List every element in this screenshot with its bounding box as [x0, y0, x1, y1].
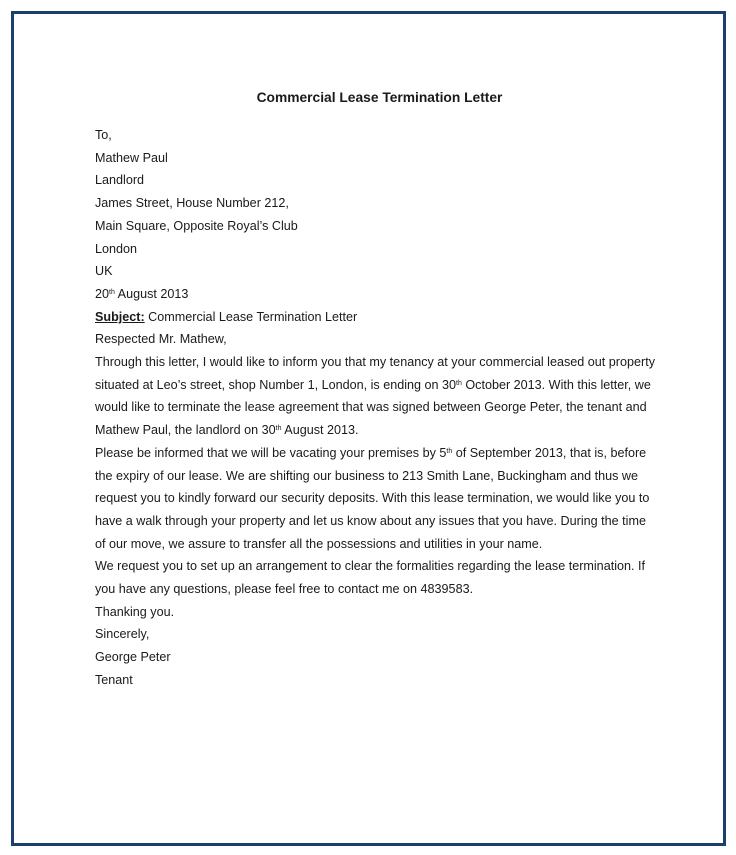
address-line: To,: [95, 128, 112, 142]
address-line: Mathew Paul: [95, 150, 168, 165]
paragraph-line: you have any questions, please feel free to contact me on 4839583.: [95, 582, 474, 597]
paragraph-line: request you to kindly forward our security deposits. With this lease termination, we would like you to: [95, 491, 650, 506]
closing-line: Thanking you.: [95, 604, 175, 619]
paragraph-3: [95, 555, 655, 600]
signature-role: Tenant: [95, 672, 133, 687]
signature-name: George Peter: [95, 650, 171, 665]
letter-body: [95, 124, 655, 692]
address-line: James Street, House Number 212,: [95, 196, 289, 211]
salutation: Respected Mr. Mathew,: [95, 332, 227, 347]
subject-line: [95, 306, 655, 329]
paragraph-1: [95, 351, 655, 442]
closing-line: Sincerely,: [95, 627, 150, 642]
address-line: Main Square, Opposite Royal’s Club: [95, 218, 298, 233]
letter-page: [11, 11, 726, 846]
paragraph-2: [95, 442, 655, 556]
paragraph-line: would like to terminate the lease agreement that was signed between George Peter, the tenant and: [95, 400, 647, 415]
subject-text: Commercial Lease Termination Letter: [144, 309, 358, 324]
paragraph-line: We request you to set up an arrangement to clear the formalities regarding the lease termination. If: [95, 559, 645, 574]
paragraph-line: situated at Leo’s street, shop Number 1, London, is ending on 30th October 2013. With this letter, we: [95, 377, 651, 392]
letter-title: Commercial Lease Termination Letter: [256, 90, 503, 105]
paragraph-line: Mathew Paul, the landlord on 30th August 2013.: [95, 423, 359, 438]
address-line: UK: [95, 264, 113, 279]
address-line: Landlord: [95, 173, 145, 188]
subject-label: Subject:: [95, 309, 145, 324]
address-line: London: [95, 241, 138, 256]
paragraph-line: of our move, we assure to transfer all the possessions and utilities in your name.: [95, 536, 543, 551]
paragraph-line: the expiry of our lease. We are shifting our business to 213 Smith Lane, Buckingham and thus we: [95, 468, 639, 483]
letter-date: 20th August 2013: [95, 286, 189, 301]
paragraph-line: Please be informed that we will be vacating your premises by 5th of September 2013, that is, before: [95, 445, 647, 460]
paragraph-line: have a walk through your property and let us know about any issues that you have. During the time: [95, 513, 646, 528]
paragraph-line: Through this letter, I would like to inform you that my tenancy at your commercial leased out property: [95, 355, 655, 370]
